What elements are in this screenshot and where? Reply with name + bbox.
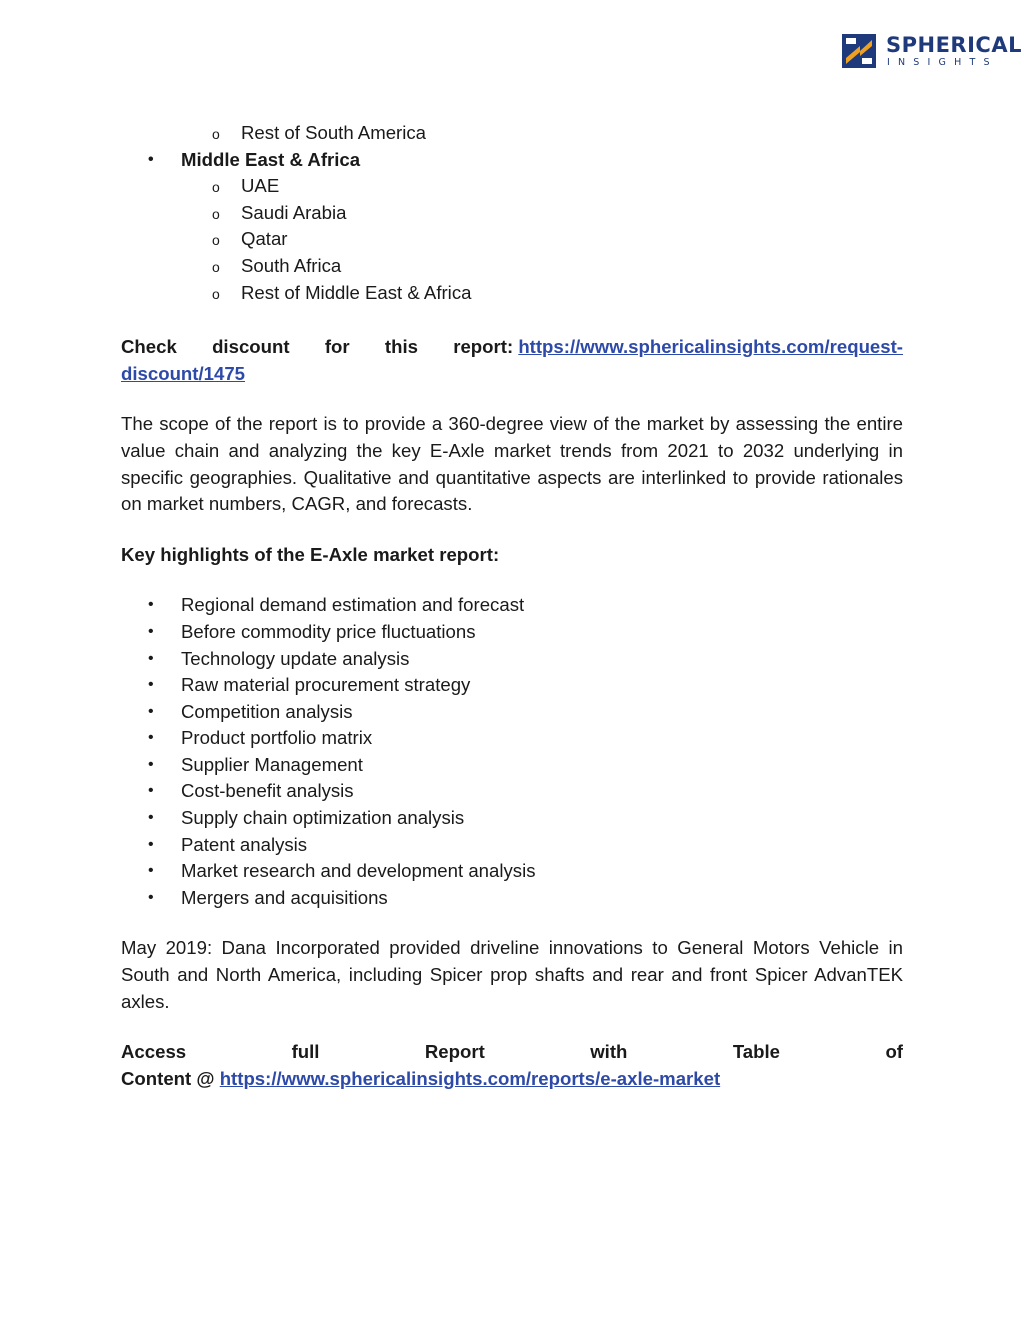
- brand-logo: [842, 32, 1022, 72]
- list-item: • Raw material procurement strategy: [121, 672, 903, 699]
- discount-paragraph: [121, 334, 903, 387]
- list-item: o UAE: [121, 173, 903, 200]
- brand-subname: INSIGHTS: [887, 57, 998, 68]
- list-item: • Market research and development analysis: [121, 858, 903, 885]
- list-item: • Competition analysis: [121, 699, 903, 726]
- discount-link-part2[interactable]: discount/1475: [121, 362, 246, 384]
- brand-name: SPHERICAL: [886, 33, 1022, 57]
- access-word: Report: [424, 1041, 485, 1063]
- list-item: • Regional demand estimation and forecast: [121, 592, 903, 619]
- list-item: o Rest of South America: [121, 120, 903, 147]
- list-item: o Rest of Middle East & Africa: [121, 280, 903, 307]
- report-link[interactable]: https://www.sphericalinsights.com/reports/e-axle-market: [219, 1067, 721, 1089]
- access-word: full: [291, 1041, 320, 1063]
- list-item: • Supplier Management: [121, 752, 903, 779]
- south-america-sublist: [121, 120, 903, 147]
- discount-word: Check: [121, 336, 177, 358]
- discount-word: this: [384, 336, 418, 358]
- list-item: • Product portfolio matrix: [121, 725, 903, 752]
- highlights-list: [121, 592, 903, 911]
- news-paragraph: May 2019: Dana Incorporated provided driveline innovations to General Motors Vehicle in South and North America, including Spicer prop shafts and rear and front Spicer AdvanTEK axles.: [121, 937, 903, 1012]
- access-prefix: Content @: [121, 1067, 215, 1089]
- list-item: • Cost-benefit analysis: [121, 778, 903, 805]
- discount-word: report:: [453, 336, 514, 358]
- scope-paragraph: The scope of the report is to provide a 360-degree view of the market by assessing the entire value chain and analyzing the key E-Axle market trends from 2021 to 2032 underlying in specific geographies. Qualitative and quantitative aspects are interlinked to provide rationales on market numbers, CAGR, and forecasts.: [121, 413, 903, 515]
- region-list: [121, 147, 903, 174]
- list-item: • Before commodity price fluctuations: [121, 619, 903, 646]
- discount-word: for: [324, 336, 350, 358]
- mea-sublist: [121, 173, 903, 306]
- list-item: • Mergers and acquisitions: [121, 885, 903, 912]
- discount-link-part1[interactable]: https://www.sphericalinsights.com/request-: [518, 336, 903, 358]
- access-word: with: [590, 1041, 628, 1063]
- list-item: • Technology update analysis: [121, 646, 903, 673]
- list-item: o South Africa: [121, 253, 903, 280]
- list-item: • Patent analysis: [121, 832, 903, 859]
- list-item: • Supply chain optimization analysis: [121, 805, 903, 832]
- access-paragraph: [121, 1039, 903, 1092]
- list-item: o Qatar: [121, 226, 903, 253]
- list-item: o Saudi Arabia: [121, 200, 903, 227]
- access-word: of: [885, 1041, 903, 1063]
- highlights-heading: Key highlights of the E-Axle market report:: [121, 543, 500, 565]
- discount-word: discount: [212, 336, 290, 358]
- document-body: [121, 120, 903, 1092]
- access-word: Access: [121, 1041, 187, 1063]
- logo-mark-icon: [842, 34, 876, 68]
- region-heading-mea: • Middle East & Africa: [121, 147, 903, 174]
- access-word: Table: [732, 1041, 781, 1063]
